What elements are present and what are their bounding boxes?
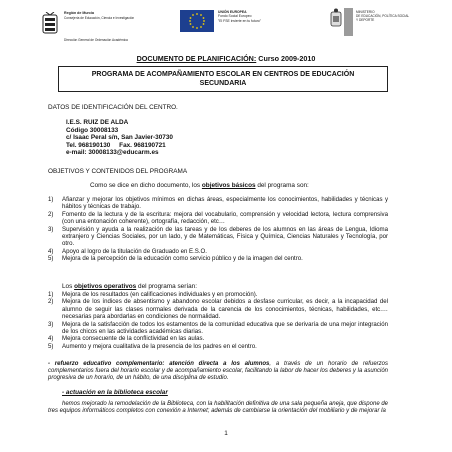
ministry-logo [330,8,410,36]
reinforcement-paragraph [48,361,388,383]
list-item-text: Afianzar y mejorar los objetivos mínimos en dichas áreas, especialmente los conocimientos, habilidades y técnicas y hábitos y técnicas de trabajo. [62,196,388,211]
oper-intro-bold: objetivos operativos [74,283,137,290]
list-item-text: Mejora de los resultados (en calificaciones individuales y en promoción). [62,291,258,298]
list-item [48,343,388,350]
list-item-number: 2) [48,298,54,306]
list-item [48,298,388,320]
list-item-number: 1) [48,291,54,298]
list-item-text: Aumento y mejora cualitativa de la presencia de los padres en el centro. [62,342,257,350]
basic-objectives-intro [90,182,309,190]
ministry-line-1: MINISTERIO [356,10,375,14]
list-item [48,335,388,342]
center-address: c/ Isaac Peral s/n, San Javier-30730 [66,134,173,142]
objectives-heading: OBJETIVOS Y CONTENIDOS DEL PROGRAMA [48,168,188,175]
list-item [48,321,388,336]
page-number: 1 [224,430,228,437]
list-item-text: Apoyo al logro de la titulación de Graduado en E.S.O. [62,247,207,255]
operative-objectives-intro [62,283,197,291]
list-item-text: Supervisión y ayuda a la realización de las tareas y de los deberes de los alumnos en las áreas de Lengua, Idioma extranjero y Ciencias Sociales, por un lado, y de Matemáticas, Física y Química, Ciencias Naturales y Tecnología, por otro. [62,225,388,248]
list-item [48,255,388,262]
program-title-line-1: PROGRAMA DE ACOMPAÑAMIENTO ESCOLAR EN CENTROS DE EDUCACIÓN [91,71,355,78]
ministry-crest-icon [330,8,342,30]
list-item-text: Mejora consecuente de la conflictividad en las aulas. [62,335,205,343]
oper-intro-post: del programa serían: [136,283,197,290]
region-name: Región de Murcia [64,11,94,15]
operative-objectives-list [48,291,388,350]
program-title-box [58,66,388,92]
eu-text [218,10,261,23]
list-item-text: Fomento de la lectura y de la escritura: mejora del vocabulario, comprensión y velocidad lectora, lectura comprensiva (con una entonación coherente), ortografía, redacción, etc… [62,210,388,226]
ministry-line-2: DE EDUCACIÓN, POLÍTICA SOCIAL [356,14,410,19]
eu-line-2: Fondo Social Europeo [218,14,252,19]
basic-intro-pre: Como se dice en dicho documento, los [90,182,202,189]
basic-objectives-list [48,196,388,263]
library-heading: - actuación en la biblioteca escolar [62,389,168,396]
region-dept: Consejería de Educación, Ciencia e Investigación [64,15,135,20]
list-item-text: Mejora de la percepción de la educación como servicio público y de la imagen del centro. [62,255,303,263]
oper-intro-pre: Los [62,283,75,290]
document-title-year: Curso 2009-2010 [258,54,316,63]
list-item-number: 2) [48,210,54,218]
list-item-number: 4) [48,335,54,343]
program-title-line-2: SECUNDARIA [199,80,247,87]
list-item-number: 5) [48,342,54,350]
list-item-text: Mejora de los índices de absentismo y abandono escolar debidos a desfase curricular, es decir, a la incapacidad del alumno de seguir las clases normales derivada de la carencia de los conocimientos, técnicas, habilidades, etc.… necesarias para abordarlas en condiciones de normalidad. [62,298,388,321]
identification-heading: DATOS DE IDENTIFICACIÓN DEL CENTRO. [48,104,178,111]
region-sub: Dirección General de Ordenación Académica [64,38,128,42]
region-murcia-logo [42,10,167,44]
document-title [0,54,452,63]
eu-flag-icon [180,10,214,32]
list-item [48,196,388,211]
list-item [48,291,388,298]
list-item [48,226,388,248]
center-details [66,119,173,157]
center-code: Código 30008133 [66,126,119,134]
letterhead [42,8,410,44]
list-item-number: 3) [48,225,54,233]
list-item-number: 4) [48,247,54,255]
list-item-number: 1) [48,196,54,203]
list-item-number: 5) [48,255,54,263]
basic-intro-bold: objetivos básicos [201,182,256,189]
document-title-label: DOCUMENTO DE PLANIFICACIÓN: [136,54,257,63]
library-paragraph: hemos mejorado la remodelación de la Biblioteca, con la habilitación definitiva de una sala pequeña aneja, que dispone de tres equipos informáticos completos con conexión a Internet; además de cambiarse la orientación del mobiliario y de mejorar la [48,401,388,415]
ministry-line-3: Y DEPORTE [356,18,375,23]
region-crest-icon [42,12,58,36]
eu-logo [180,10,310,34]
center-name: I.E.S. RUIZ DE ALDA [66,119,129,126]
ministry-text [356,10,409,23]
list-item [48,248,388,255]
center-phones: Tel. 968190130 Fax. 968190721 [66,141,166,149]
basic-intro-post: del programa son: [255,182,309,189]
reinforcement-text: , a través de un horario de refuerzos complementarios fuera del horario escolar y de acompañamiento escolar, facilitando la labor de hacer los deberes y la asunción progresiva de un horario, de un hábito, de una disciplina de estudio. [48,361,388,382]
region-text [64,11,134,20]
eu-line-3: "El FSE invierte en tu futuro" [218,18,261,23]
list-item [48,211,388,226]
list-item-text: Mejora de la satisfacción de todos los estamentos de la comunidad educativa que se derivaría de una mejor integración de los chicos en las actividades académicas diarias. [62,320,388,336]
eu-line-1: UNIÓN EUROPEA [218,10,247,14]
list-item-number: 3) [48,320,54,328]
ministry-grey-block [344,8,353,36]
reinforcement-heading: - refuerzo educativo complementario: atención directa a los alumnos [48,361,270,367]
center-email: e-mail: 30008133@educarm.es [66,149,159,157]
